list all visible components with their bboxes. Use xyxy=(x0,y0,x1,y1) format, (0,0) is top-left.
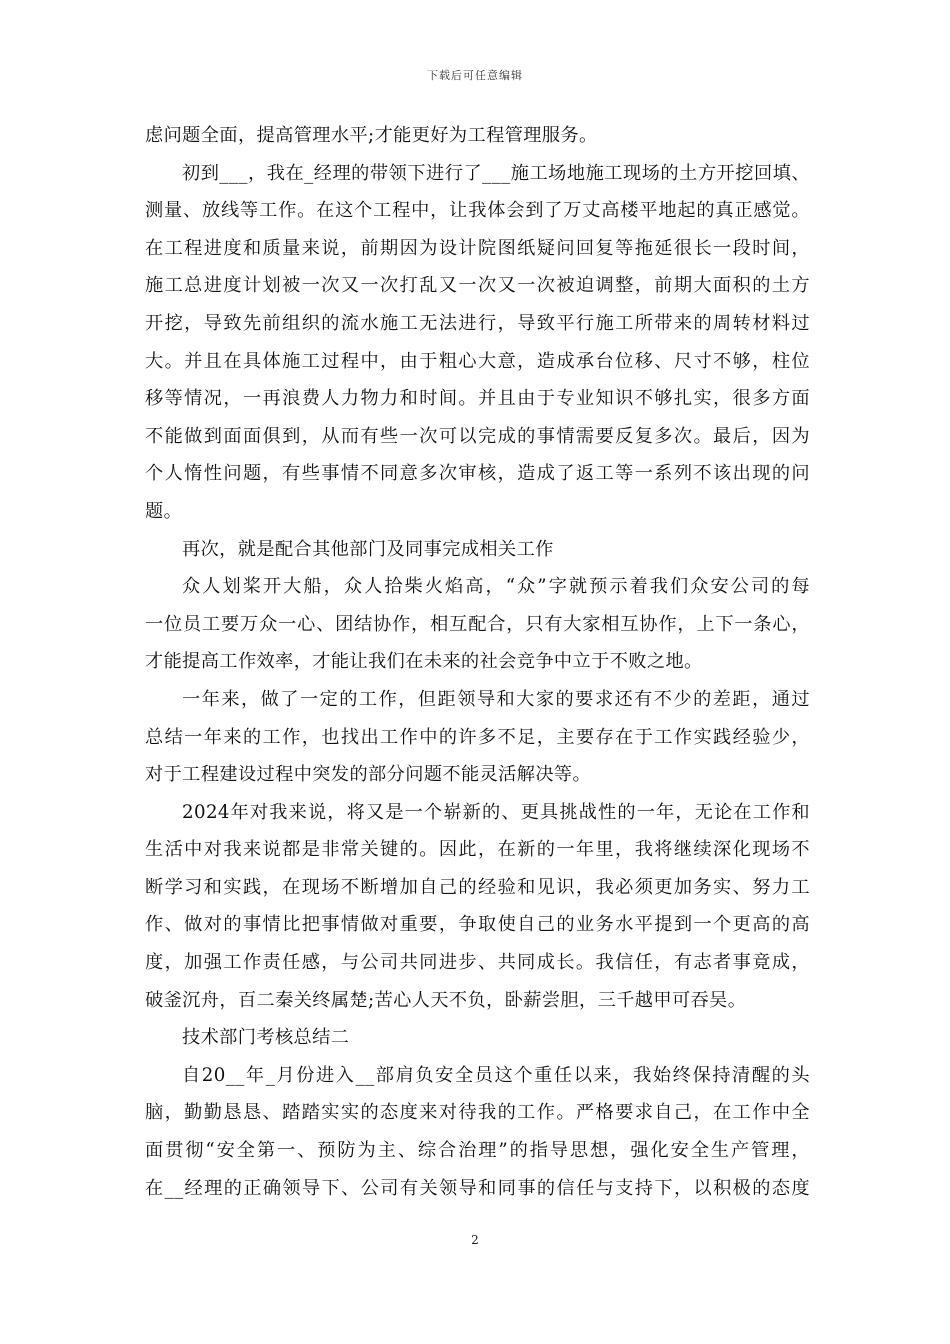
text-line: 脑，勤勤恳恳、踏踏实实的态度来对待我的工作。严格要求自己，在工作中全 xyxy=(145,1102,810,1124)
text-line: 再次，就是配合其他部门及同事完成相关工作 xyxy=(182,538,554,560)
text-line: 众人划桨开大船，众人拾柴火焰高，“众”字就预示着我们众安公司的每 xyxy=(182,576,810,598)
page-number: 2 xyxy=(471,1233,479,1247)
text-line: 在工程进度和质量来说，前期因为设计院图纸疑问回复等拖延很长一段时间， xyxy=(145,237,810,259)
text-line: 施工总进度计划被一次又一次打乱又一次又一次被迫调整，前期大面积的土方 xyxy=(145,275,810,297)
text-line: 移等情况，一再浪费人力物力和时间。并且由于专业知识不够扎实，很多方面 xyxy=(145,388,810,410)
text-line: 在__经理的正确领导下、公司有关领导和同事的信任与支持下，以积极的态度 xyxy=(145,1177,810,1199)
text-line: 总结一年来的工作，也找出工作中的许多不足，主要存在于工作实践经验少， xyxy=(145,726,810,748)
text-line: 技术部门考核总结二 xyxy=(182,1027,350,1049)
text-line: 测量、放线等工作。在这个工程中，让我体会到了万丈高楼平地起的真正感觉。 xyxy=(145,200,810,222)
text-line: 自20__年_月份进入__部肩负安全员这个重任以来，我始终保持清醒的头 xyxy=(182,1064,810,1086)
document-body xyxy=(145,122,810,1212)
text-line: 面贯彻“安全第一、预防为主、综合治理”的指导思想，强化安全生产管理， xyxy=(145,1140,810,1162)
text-line: 2024年对我来说，将又是一个崭新的、更具挑战性的一年，无论在工作和 xyxy=(182,801,810,823)
text-line: 不能做到面面俱到，从而有些一次可以完成的事情需要反复多次。最后，因为 xyxy=(145,425,810,447)
text-line: 度，加强工作责任感，与公司共同进步、共同成长。我信任，有志者事竟成， xyxy=(145,952,810,974)
text-line: 个人惰性问题，有些事情不同意多次审核，造成了返工等一系列不该出现的问 xyxy=(145,463,810,485)
text-line: 对于工程建设过程中突发的部分问题不能灵活解决等。 xyxy=(145,764,592,786)
text-line: 破釜沉舟，百二秦关终属楚;苦心人天不负，卧薪尝胆，三千越甲可吞吴。 xyxy=(145,989,747,1011)
text-line: 开挖，导致先前组织的流水施工无法进行，导致平行施工所带来的周转材料过 xyxy=(145,312,810,334)
text-line: 生活中对我来说都是非常关键的。因此，在新的一年里，我将继续深化现场不 xyxy=(145,839,810,861)
text-line: 大。并且在具体施工过程中，由于粗心大意，造成承台位移、尺寸不够，柱位 xyxy=(145,350,810,372)
text-line: 一位员工要万众一心、团结协作，相互配合，只有大家相互协作，上下一条心， xyxy=(145,613,810,635)
text-line: 作、做对的事情比把事情做对重要，争取使自己的业务水平提到一个更高的高 xyxy=(145,914,810,936)
text-line: 题。 xyxy=(145,500,183,522)
page-header: 下载后可任意编辑 xyxy=(427,69,523,82)
text-line: 才能提高工作效率，才能让我们在未来的社会竞争中立于不败之地。 xyxy=(145,651,703,673)
text-line: 初到___，我在_经理的带领下进行了___施工场地施工现场的土方开挖回填、 xyxy=(182,162,810,184)
text-line: 断学习和实践，在现场不断增加自己的经验和见识，我必须更加务实、努力工 xyxy=(145,876,810,898)
text-line: 一年来，做了一定的工作，但距领导和大家的要求还有不少的差距，通过 xyxy=(182,688,810,710)
text-line: 虑问题全面，提高管理水平;才能更好为工程管理服务。 xyxy=(145,125,598,146)
